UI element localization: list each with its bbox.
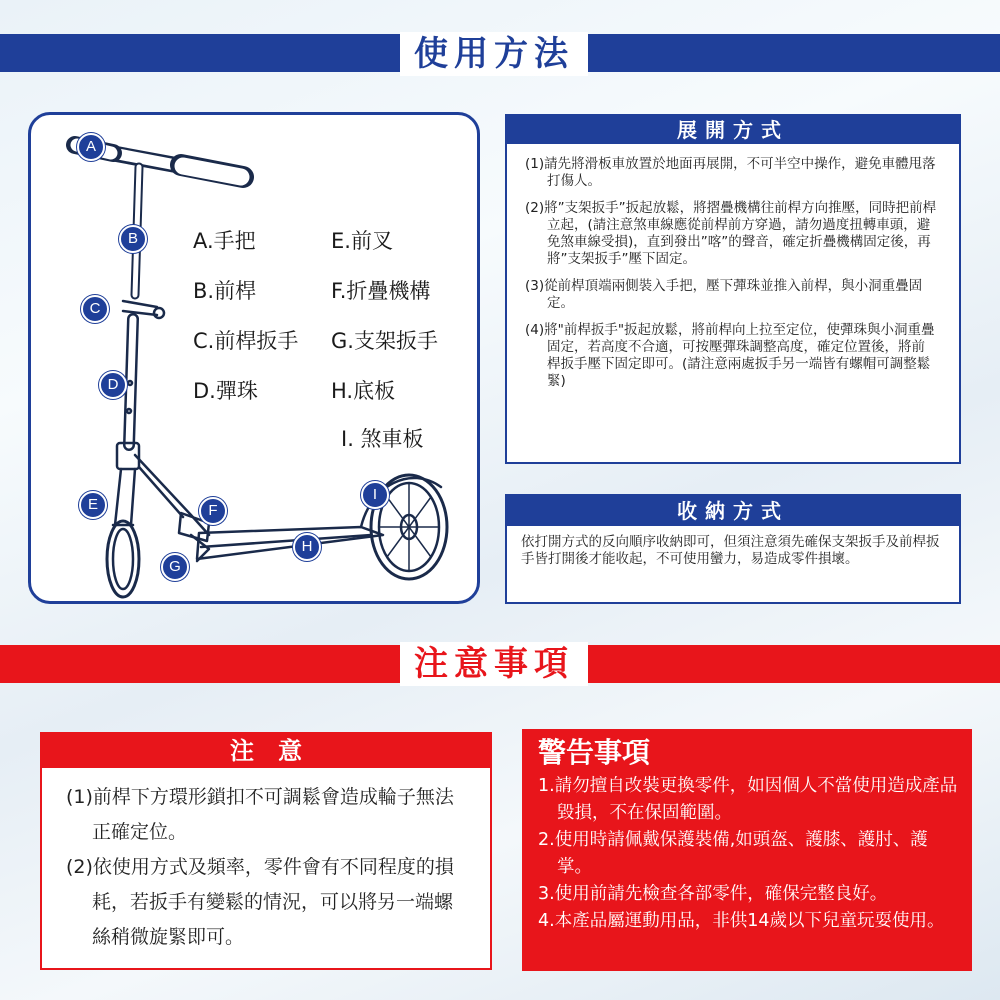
- usage-header-band: [0, 34, 1000, 72]
- part-badge-f: F: [199, 497, 227, 525]
- part-label-d: D.彈珠: [193, 379, 258, 403]
- part-badge-g: G: [161, 553, 189, 581]
- scooter-illustration: [31, 115, 477, 601]
- storage-title: 收納方式: [507, 496, 959, 526]
- precautions-header-band: [0, 645, 1000, 683]
- unfold-step-4: (4)將"前桿扳手"扳起放鬆，將前桿向上拉至定位，使彈珠與小洞重疊固定，若高度不合適，可按壓彈珠調整高度，確定位置後，將前桿扳手壓下固定即可。(請注意兩處扳手另一端皆有螺帽可調整鬆緊): [525, 322, 935, 389]
- part-badge-a: A: [77, 133, 105, 161]
- unfold-step-3: (3)從前桿頂端兩側裝入手把，壓下彈珠並推入前桿，與小洞重疊固定。: [525, 278, 923, 311]
- part-badge-i: I: [361, 481, 389, 509]
- unfold-steps-list: [507, 144, 959, 390]
- warning-box: [522, 729, 972, 971]
- part-badge-e: E: [79, 491, 107, 519]
- storage-text: 依打開方式的反向順序收納即可，但須注意須先確保支架扳手及前桿扳手皆打開後才能收起，不可使用蠻力，易造成零件損壞。: [521, 534, 940, 567]
- unfold-step-1: (1)請先將滑板車放置於地面再展開，不可半空中操作，避免車體甩落打傷人。: [525, 156, 936, 189]
- part-label-a: A.手把: [193, 229, 256, 253]
- usage-section-title: 使用方法: [400, 32, 588, 76]
- part-label-h: H.底板: [331, 379, 396, 403]
- notice-item-2: (2)依使用方式及頻率，零件會有不同程度的損耗，若扳手有變鬆的情況，可以將另一端螺絲稍微旋緊即可。: [66, 856, 454, 948]
- warning-title: 警告事項: [538, 736, 651, 769]
- part-label-i: I. 煞車板: [341, 427, 424, 451]
- part-label-g: G.支架扳手: [331, 329, 438, 353]
- warning-list: [538, 773, 958, 935]
- unfold-step-2: (2)將”支架扳手”扳起放鬆，將摺疊機構往前桿方向推壓，同時把前桿立起，(請注意煞車線應從前桿前方穿過，請勿過度扭轉車頭，避免煞車線受損)，直到發出”喀”的聲音，確定折疊機構固定後，再將”支架扳手”壓下固定。: [525, 200, 937, 267]
- part-label-b: B.前桿: [193, 279, 257, 303]
- part-label-c: C.前桿扳手: [193, 329, 299, 353]
- warning-item-2: 2.使用時請佩戴保護裝備,如頭盔、護膝、護肘、護掌。: [538, 830, 928, 877]
- notice-list: [42, 768, 490, 955]
- notice-box: [40, 732, 492, 970]
- notice-item-1: (1)前桿下方環形鎖扣不可調鬆會造成輪子無法正確定位。: [66, 786, 454, 843]
- part-label-f: F.折疊機構: [331, 279, 431, 303]
- warning-item-3: 3.使用前請先檢查各部零件，確保完整良好。: [538, 884, 888, 904]
- part-badge-d: D: [99, 371, 127, 399]
- storage-instructions-box: [505, 494, 961, 604]
- part-badge-b: B: [119, 225, 147, 253]
- precautions-section-title: 注意事項: [400, 642, 588, 686]
- part-badge-c: C: [81, 295, 109, 323]
- unfold-instructions-box: [505, 114, 961, 464]
- unfold-title: 展開方式: [507, 116, 959, 144]
- notice-title: 注 意: [42, 734, 490, 768]
- part-badge-h: H: [293, 533, 321, 561]
- part-label-e: E.前叉: [331, 229, 393, 253]
- warning-item-4: 4.本產品屬運動用品，非供14歲以下兒童玩耍使用。: [538, 911, 945, 931]
- scooter-diagram-panel: [28, 112, 480, 604]
- warning-item-1: 1.請勿擅自改裝更換零件，如因個人不當使用造成產品毀損，不在保固範圍。: [538, 776, 958, 823]
